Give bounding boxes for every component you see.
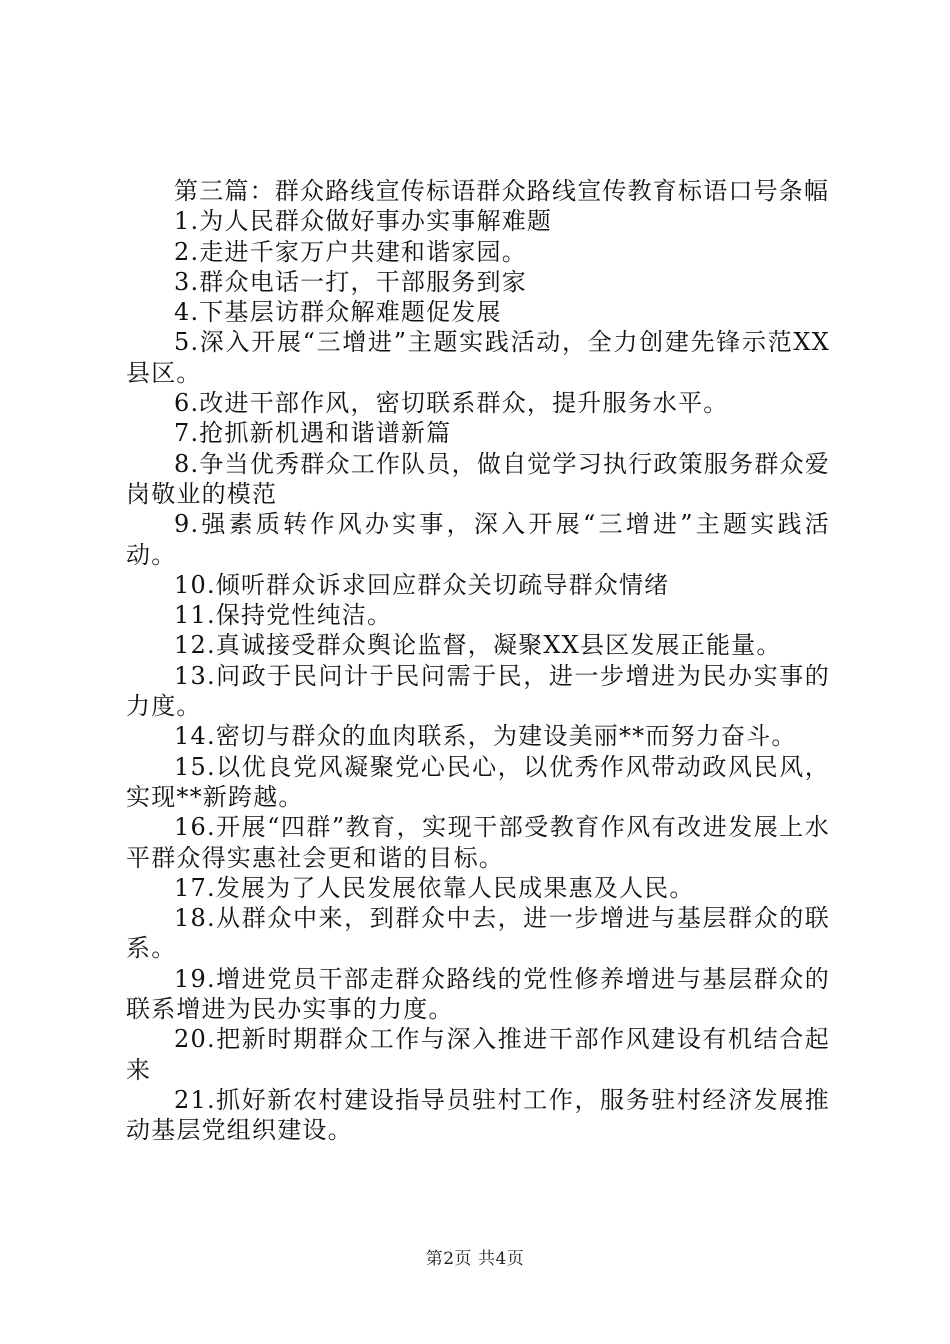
list-item: 11.保持党性纯洁。 xyxy=(174,601,393,630)
list-item: 21.抓好新农村建设指导员驻村工作，服务驻村经济发展推动基层党组织建设。 xyxy=(126,1085,830,1145)
list-item: 8.争当优秀群众工作队员，做自觉学习执行政策服务群众爱岗敬业的模范 xyxy=(126,449,830,508)
list-item: 17.发展为了人民发展依靠人民成果惠及人民。 xyxy=(174,873,695,902)
list-item: 16.开展“四群”教育，实现干部受教育作风有改进发展上水平群众得实惠社会更和谐的目标。 xyxy=(126,813,830,872)
list-item: 10.倾听群众诉求回应群众关切疏导群众情绪 xyxy=(174,570,670,599)
list-item: 6.改进干部作风，密切联系群众，提升服务水平。 xyxy=(174,389,729,418)
page-number-footer: 第2页 共4页 xyxy=(425,1249,525,1269)
list-item: 2.走进千家万户共建和谐家园。 xyxy=(174,237,527,266)
list-item: 3.群众电话一打，干部服务到家 xyxy=(174,267,527,296)
document-body xyxy=(126,176,830,1146)
list-item: 15.以优良党风凝聚党心民心，以优秀作风带动政风民风，实现**新跨越。 xyxy=(126,752,830,811)
list-item: 7.抢抓新机遇和谐谱新篇 xyxy=(174,419,452,448)
list-item: 12.真诚接受群众舆论监督，凝聚XX县区发展正能量。 xyxy=(174,631,782,660)
list-item: 5.深入开展“三增进”主题实践活动，全力创建先锋示范XX县区。 xyxy=(126,328,830,387)
list-item: 1.为人民群众做好事办实事解难题 xyxy=(174,207,553,236)
list-item: 4.下基层访群众解难题促发展 xyxy=(174,298,502,327)
list-item: 13.问政于民问计于民问需于民，进一步增进为民办实事的力度。 xyxy=(126,661,830,721)
list-item: 19.增进党员干部走群众路线的党性修养增进与基层群众的联系增进为民办实事的力度。 xyxy=(126,964,830,1024)
list-item: 20.把新时期群众工作与深入推进干部作风建设有机结合起来 xyxy=(126,1025,830,1084)
document-title: 第三篇：群众路线宣传标语群众路线宣传教育标语口号条幅 xyxy=(174,177,830,205)
list-item: 18.从群众中来，到群众中去，进一步增进与基层群众的联系。 xyxy=(126,904,830,963)
list-item: 9.强素质转作风办实事，深入开展“三增进”主题实践活动。 xyxy=(126,510,830,569)
list-item: 14.密切与群众的血肉联系，为建设美丽**而努力奋斗。 xyxy=(174,722,797,751)
